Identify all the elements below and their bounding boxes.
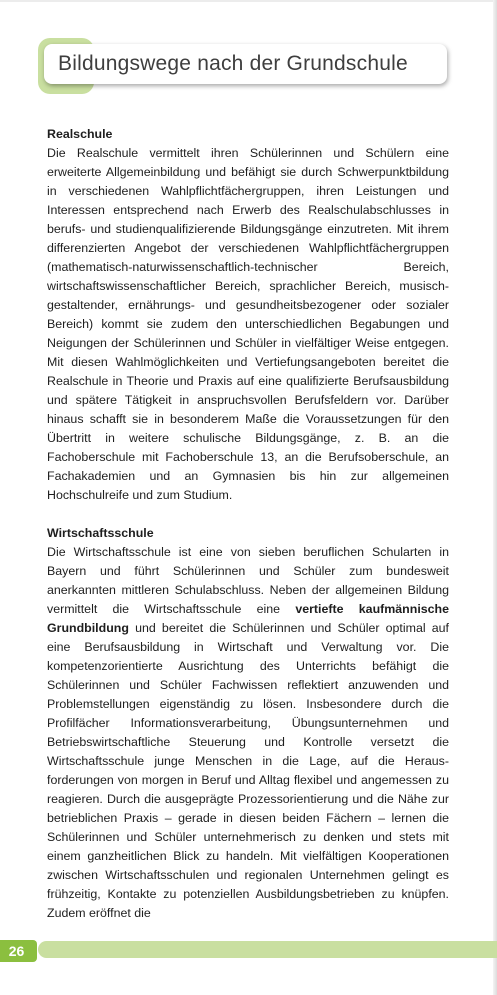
section-paragraph [47, 543, 449, 923]
emphasis-text: vertiefte kaufmännische Grundbildung [47, 602, 449, 635]
footer-bar [38, 941, 497, 958]
body-text: Die Realschule vermittelt ihren Schülerinnen und Schülern eine erweiterte Allgemeinbildung und befähigt sie durch Schwerpunktbildung in verschiedenen Wahlpflichtfächergruppen, ihren Leistungen und Interessen entsprechend nach Erwerb des Realschulabschlusses in berufs- und studienqualifizierende Bildungsgänge einzutreten. Mit ihrem differenzierten Angebot der verschiedenen Wahlpflichtfächergruppen (mathematisch-naturwissenschaftlich-technischer Bereich, wirtschaftswissenschaftlicher Bereich, sprachlicher Bereich, musisch-gestaltender, ernährungs- und gesundheitsbezogener oder sozialer Bereich) kommt sie zudem den unterschiedlichen Begabungen und Neigungen der Schülerinnen und Schüler in vielfältiger Weise entgegen. Mit diesen Wahlmöglichkeiten und Vertiefungsangeboten bereitet die Realschule in Theorie und Praxis auf eine qualifizierte Berufsausbildung und spätere Tätigkeit in anspruchsvollen Berufsfeldern vor. Darüber hinaus schafft sie in besonderem Maße die Voraussetzungen für den Übertritt in weitere schulische Bildungsgänge, z. B. an die Fachoberschule mit Fachoberschule 13, an die Berufsoberschule, an Fachakademien und an Gymnasien bis hin zur allgemeinen Hochschulreife und zum Studium. [47, 146, 449, 502]
page-content [47, 125, 449, 923]
page-number: 26 [8, 943, 25, 959]
section-heading: Realschule [47, 127, 113, 141]
title-box [44, 44, 447, 84]
body-text: Die Wirtschaftsschule ist eine von sieben beruflichen Schularten in Bayern und führt Schülerinnen und Schüler zum bundesweit anerkannten mittleren Schulabschluss. Neben der allgemeinen Bildung vermittelt die Wirtschaftsschule eine [47, 545, 449, 616]
page-top-edge [0, 0, 497, 2]
page-number-badge [0, 940, 37, 962]
body-text: und bereitet die Schülerinnen und Schüler optimal auf eine Berufsausbildung in Wirtschaft und Verwaltung vor. Die kompetenzorientierte Ausrichtung des Unterrichts befähigt die Schülerinnen und Schüler Fachwissen reflektiert anzuwenden und Problemstellungen eigenständig zu lösen. Insbesondere durch die Profilfächer Informationsverarbeitung, Übungsunternehmen und Betriebswirtschaftliche Steuerung und Kontrolle versetzt die Wirtschaftsschule junge Menschen in die Lage, auf die Herausforderungen von morgen in Beruf und Alltag flexibel und angemessen zu reagieren. Durch die ausgeprägte Prozessorientierung und die Nähe zur betrieblichen Praxis – gerade in diesen beiden Fächern – lernen die Schülerinnen und Schüler unternehmerisch zu denken und stets mit einem ganzheitlichen Blick zu handeln. Mit vielfältigen Kooperationen zwischen Wirtschaftsschulen und regionalen Unternehmen gelingt es frühzeitig, Kontakte zu potenziellen Ausbildungsbetrieben zu knüpfen. Zudem eröffnet die [47, 621, 449, 920]
section-heading: Wirtschaftsschule [47, 526, 154, 540]
section-paragraph [47, 144, 449, 505]
page-right-edge [493, 0, 497, 995]
section-spacer [47, 505, 449, 524]
page-title: Bildungswege nach der Grundschule [58, 52, 408, 75]
